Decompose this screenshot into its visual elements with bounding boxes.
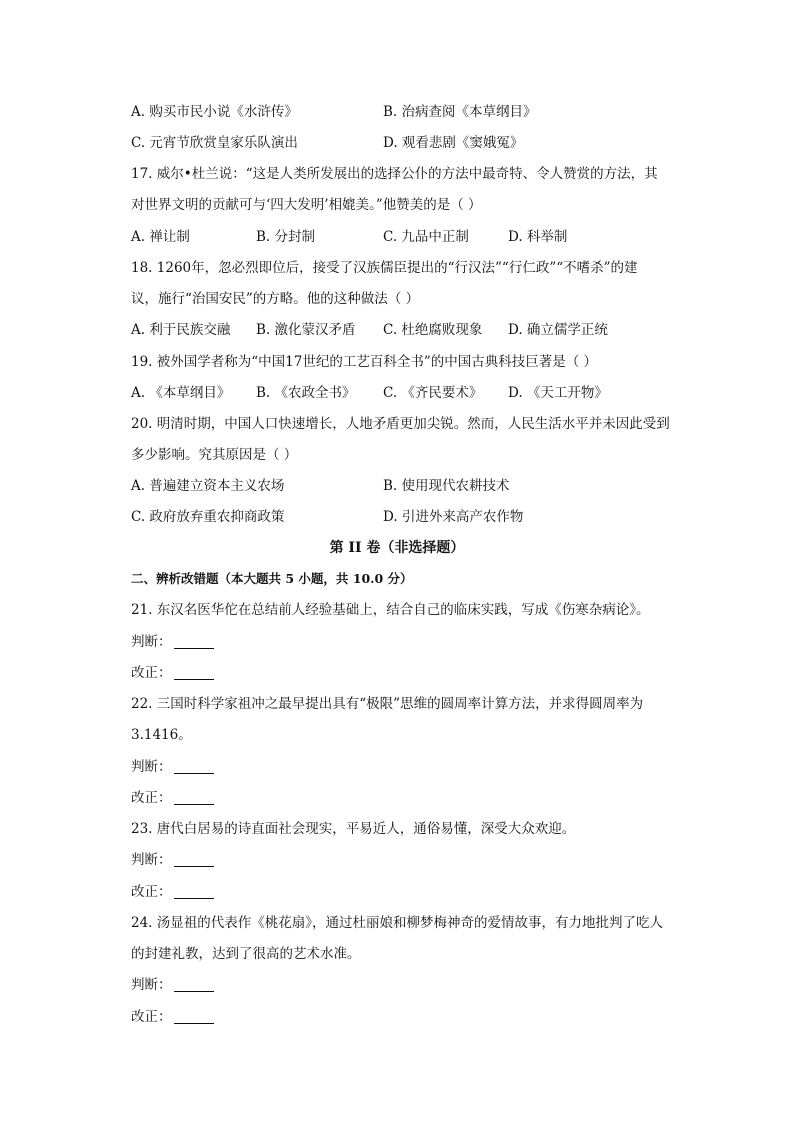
q19-option-d: D. 《天工开物》 [508, 385, 608, 401]
q23-judge-row [131, 850, 214, 870]
judge-label: 判断： [131, 759, 172, 775]
q17-option-a: A. 禅让制 [131, 229, 190, 245]
part2-title: 第 II 卷（非选择题） [329, 540, 465, 556]
q20-stem-line2: 多少影响。究其原因是（ ） [131, 447, 298, 463]
q20-option-a: A. 普遍建立资本主义农场 [131, 478, 285, 494]
q19-stem-line1: 19. 被外国学者称为“中国17世纪的工艺百科全书”的中国古典科技巨著是（ ） [131, 354, 598, 370]
q18-stem-line2: 议，施行“治国安民”的方略。他的这种做法（ ） [131, 291, 420, 307]
correct-label: 改正： [131, 665, 172, 681]
q21-judge-blank [174, 634, 214, 649]
q19-option-a: A. 《本草纲目》 [131, 385, 231, 401]
judge-label: 判断： [131, 852, 172, 868]
q22-judge-row [131, 757, 214, 777]
q17-stem-line1: 17. 威尔•杜兰说：“这是人类所发展出的选择公仆的方法中最奇特、令人赞赏的方法，其 [131, 166, 658, 182]
judge-label: 判断： [131, 977, 172, 993]
q24-correct-row [131, 1007, 214, 1027]
q20-option-c: C. 政府放弃重农抑商政策 [131, 509, 285, 525]
judge-label: 判断： [131, 634, 172, 650]
q23-stem-line1: 23. 唐代白居易的诗直面社会现实，平易近人，通俗易懂，深受大众欢迎。 [131, 821, 576, 837]
q22-judge-blank [174, 759, 214, 774]
q22-correct-row [131, 788, 214, 808]
q24-correct-blank [174, 1009, 214, 1024]
section2-title: 二、辨析改错题（本大题共 5 小题，共 10.0 分） [131, 571, 413, 586]
correct-label: 改正： [131, 790, 172, 806]
q21-judge-row [131, 632, 214, 652]
q17-option-b: B. 分封制 [256, 229, 316, 245]
q20-stem-line1: 20. 明清时期，中国人口快速增长，人地矛盾更加尖锐。然而，人民生活水平并未因此受到 [131, 416, 670, 432]
q18-option-b: B. 激化蒙汉矛盾 [256, 322, 356, 338]
q16-option-a: A. 购买市民小说《水浒传》 [131, 104, 298, 120]
q22-stem-line2: 3.1416。 [131, 727, 192, 743]
q24-stem-line1: 24. 汤显祖的代表作《桃花扇》，通过杜丽娘和柳梦梅神奇的爱情故事，有力地批判了吃人 [131, 915, 664, 931]
q17-option-c: C. 九品中正制 [383, 229, 469, 245]
q19-option-c: C. 《齐民要术》 [383, 385, 483, 401]
q24-stem-line2: 的封建礼教，达到了很高的艺术水准。 [131, 946, 361, 962]
q18-option-a: A. 利于民族交融 [131, 322, 231, 338]
q20-option-d: D. 引进外来高产农作物 [383, 509, 524, 525]
q24-judge-row [131, 975, 214, 995]
q21-correct-row [131, 663, 214, 683]
correct-label: 改正： [131, 1009, 172, 1025]
q23-correct-blank [174, 884, 214, 899]
q19-option-b: B. 《农政全书》 [256, 385, 356, 401]
q22-correct-blank [174, 790, 214, 805]
q18-stem-line1: 18. 1260年，忽必烈即位后，接受了汉族儒臣提出的“行汉法”“行仁政”“不嗜杀”的建 [131, 260, 638, 276]
q20-option-b: B. 使用现代农耕技术 [383, 478, 510, 494]
q17-stem-line2: 对世界文明的贡献可与‘四大发明’相媲美。”他赞美的是（ ） [131, 197, 482, 213]
q18-option-c: C. 杜绝腐败现象 [383, 322, 483, 338]
q16-option-c: C. 元宵节欣赏皇家乐队演出 [131, 135, 298, 151]
q22-stem-line1: 22. 三国时科学家祖冲之最早提出具有“极限”思维的圆周率计算方法，并求得圆周率为 [131, 696, 644, 712]
q21-stem-line1: 21. 东汉名医华佗在总结前人经验基础上，结合自己的临床实践，写成《伤寒杂病论》。 [131, 602, 650, 618]
q16-option-b: B. 治病查阅《本草纲目》 [383, 104, 537, 120]
q23-judge-blank [174, 852, 214, 867]
q16-option-d: D. 观看悲剧《窦娥冤》 [383, 135, 524, 151]
q18-option-d: D. 确立儒学正统 [508, 322, 608, 338]
correct-label: 改正： [131, 884, 172, 900]
q24-judge-blank [174, 977, 214, 992]
q17-option-d: D. 科举制 [508, 229, 568, 245]
q23-correct-row [131, 882, 214, 902]
q21-correct-blank [174, 665, 214, 680]
